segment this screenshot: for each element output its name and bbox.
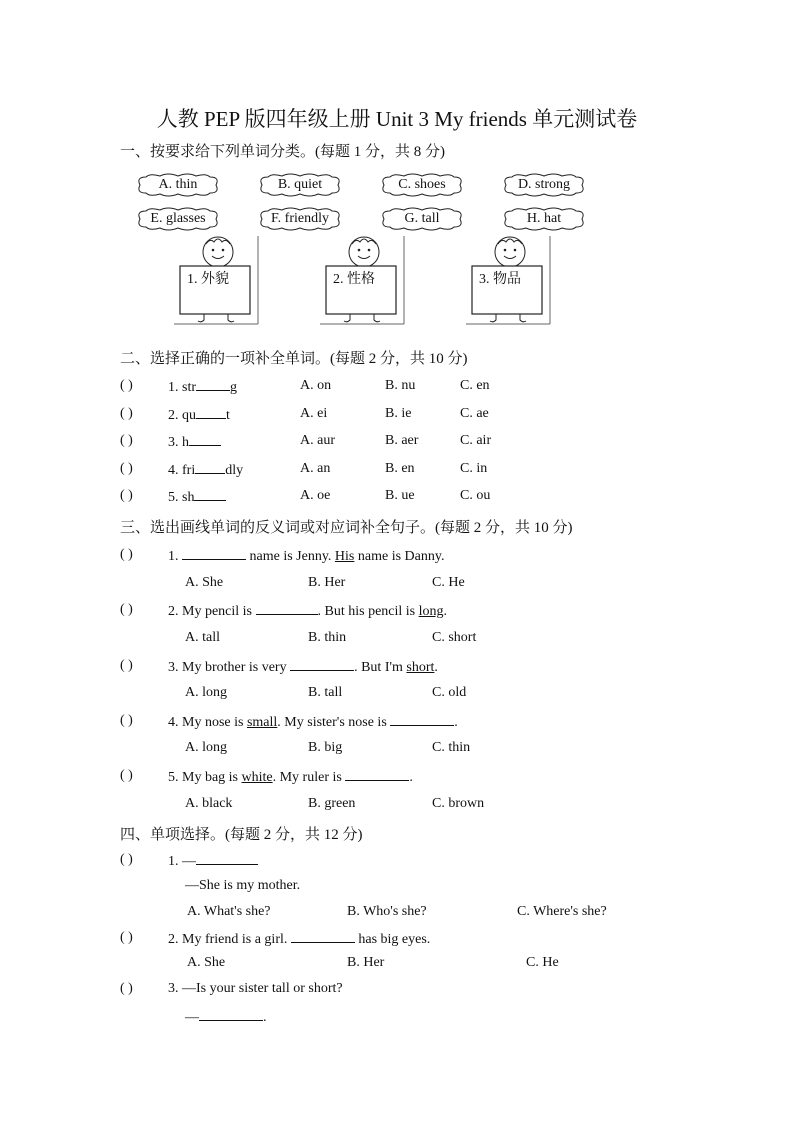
question-stem: 1. — — [168, 852, 258, 870]
answer-paren[interactable]: ( ) — [120, 713, 133, 728]
question-stem: 1. name is Jenny. His name is Danny. — [168, 549, 445, 564]
page-title: 人教 PEP 版四年级上册 Unit 3 My friends 单元测试卷 — [156, 107, 638, 131]
answer-paren[interactable]: ( ) — [120, 930, 133, 945]
underlined-word: His — [334, 549, 355, 564]
underlined-word: small — [246, 715, 278, 730]
option-b: B. ie — [385, 406, 412, 421]
option-c: C. short — [432, 630, 477, 645]
answer-blank[interactable] — [256, 602, 318, 615]
option-c: C. Where's she? — [517, 904, 607, 919]
option-c: C. ae — [460, 406, 489, 421]
word-option: A. thin — [158, 177, 198, 192]
category-board-personality — [320, 236, 410, 328]
question-stem: 4. My nose is small. My sister's nose is . — [168, 715, 458, 730]
section2-heading: 二、选择正确的一项补全单词。(每题 2 分，共 10 分) — [120, 351, 468, 367]
answer-paren[interactable]: ( ) — [120, 488, 133, 503]
option-a: A. long — [185, 685, 227, 700]
answer-blank[interactable] — [196, 406, 226, 419]
option-a: A. ei — [300, 406, 328, 421]
option-c: C. en — [460, 378, 490, 393]
answer-paren[interactable]: ( ) — [120, 433, 133, 448]
word-option: H. hat — [526, 211, 562, 226]
option-c: C. brown — [432, 796, 485, 811]
underlined-word: long — [418, 604, 444, 619]
option-a: A. an — [300, 461, 331, 476]
answer-blank[interactable] — [290, 658, 354, 671]
category-board-belongings — [466, 236, 556, 328]
question-stem: 2. qu t — [168, 408, 230, 423]
dialogue-reply: —She is my mother. — [185, 878, 301, 893]
word-option: B. quiet — [277, 177, 323, 192]
option-b: B. nu — [385, 378, 416, 393]
option-b: B. Who's she? — [347, 904, 427, 919]
option-a: A. What's she? — [187, 904, 271, 919]
answer-blank[interactable] — [194, 488, 226, 501]
word-option: G. tall — [404, 211, 440, 226]
section4-heading: 四、单项选择。(每题 2 分，共 12 分) — [120, 827, 363, 843]
option-a: A. long — [185, 740, 227, 755]
option-b: B. en — [385, 461, 415, 476]
answer-blank[interactable] — [196, 378, 230, 391]
option-b: B. tall — [308, 685, 343, 700]
option-b: B. ue — [385, 488, 415, 503]
section1-heading: 一、按要求给下列单词分类。(每题 1 分，共 8 分) — [120, 144, 445, 160]
answer-paren[interactable]: ( ) — [120, 378, 133, 393]
word-option: C. shoes — [398, 177, 446, 192]
option-b: B. Her — [308, 575, 346, 590]
question-stem: 2. My pencil is . But his pencil is long. — [168, 604, 448, 619]
word-cloud — [500, 207, 588, 231]
option-b: B. green — [308, 796, 356, 811]
answer-blank[interactable] — [345, 768, 409, 781]
option-c: C. old — [432, 685, 467, 700]
question-stem: 3. My brother is very . But I'm short. — [168, 660, 438, 675]
answer-paren[interactable]: ( ) — [120, 981, 133, 996]
section3-heading: 三、选出画线单词的反义词或对应词补全句子。(每题 2 分，共 10 分) — [120, 520, 573, 536]
word-option: E. glasses — [150, 211, 206, 226]
answer-blank[interactable] — [189, 433, 221, 446]
option-a: A. black — [185, 796, 233, 811]
option-a: A. tall — [185, 630, 220, 645]
option-a: A. She — [187, 955, 226, 970]
option-b: B. Her — [347, 955, 385, 970]
board-label: 2. 性格 — [333, 272, 375, 287]
answer-paren[interactable]: ( ) — [120, 852, 133, 867]
word-cloud — [134, 173, 222, 197]
word-cloud — [500, 173, 588, 197]
word-cloud — [378, 173, 466, 197]
option-a: A. She — [185, 575, 224, 590]
question-stem: 1. str g — [168, 380, 237, 395]
underlined-word: short — [406, 660, 435, 675]
option-a: A. on — [300, 378, 332, 393]
option-a: A. aur — [300, 433, 335, 448]
option-b: B. thin — [308, 630, 347, 645]
answer-blank[interactable] — [182, 547, 246, 560]
category-board-appearance — [174, 236, 264, 328]
answer-paren[interactable]: ( ) — [120, 768, 133, 783]
word-cloud — [134, 207, 222, 231]
answer-paren[interactable]: ( ) — [120, 406, 133, 421]
option-b: B. big — [308, 740, 343, 755]
option-a: A. oe — [300, 488, 331, 503]
word-cloud — [378, 207, 466, 231]
answer-blank[interactable] — [291, 930, 355, 943]
answer-paren[interactable]: ( ) — [120, 547, 133, 562]
question-stem: 4. fri dly — [168, 463, 244, 478]
question-stem: 3. h — [168, 433, 221, 451]
answer-blank[interactable] — [199, 1008, 263, 1021]
word-option: D. strong — [517, 177, 571, 192]
answer-paren[interactable]: ( ) — [120, 461, 133, 476]
option-c: C. air — [460, 433, 492, 448]
option-c: C. ou — [460, 488, 491, 503]
question-stem: 3. —Is your sister tall or short? — [168, 981, 343, 996]
answer-paren[interactable]: ( ) — [120, 658, 133, 673]
word-cloud — [256, 173, 344, 197]
answer-paren[interactable]: ( ) — [120, 602, 133, 617]
board-label: 3. 物品 — [479, 272, 521, 287]
answer-blank[interactable] — [195, 461, 225, 474]
option-c: C. He — [526, 955, 559, 970]
dialogue-reply: — . — [185, 1010, 267, 1025]
board-label: 1. 外貌 — [187, 272, 229, 287]
question-stem: 2. My friend is a girl. has big eyes. — [168, 932, 431, 947]
option-c: C. thin — [432, 740, 471, 755]
question-stem: 5. My bag is white. My ruler is . — [168, 770, 413, 785]
option-c: C. in — [460, 461, 488, 476]
question-stem: 5. sh — [168, 488, 226, 506]
underlined-word: white — [241, 770, 273, 785]
answer-blank[interactable] — [196, 852, 258, 865]
option-c: C. He — [432, 575, 465, 590]
option-b: B. aer — [385, 433, 419, 448]
word-option: F. friendly — [271, 211, 329, 226]
answer-blank[interactable] — [390, 713, 454, 726]
word-cloud — [256, 207, 344, 231]
